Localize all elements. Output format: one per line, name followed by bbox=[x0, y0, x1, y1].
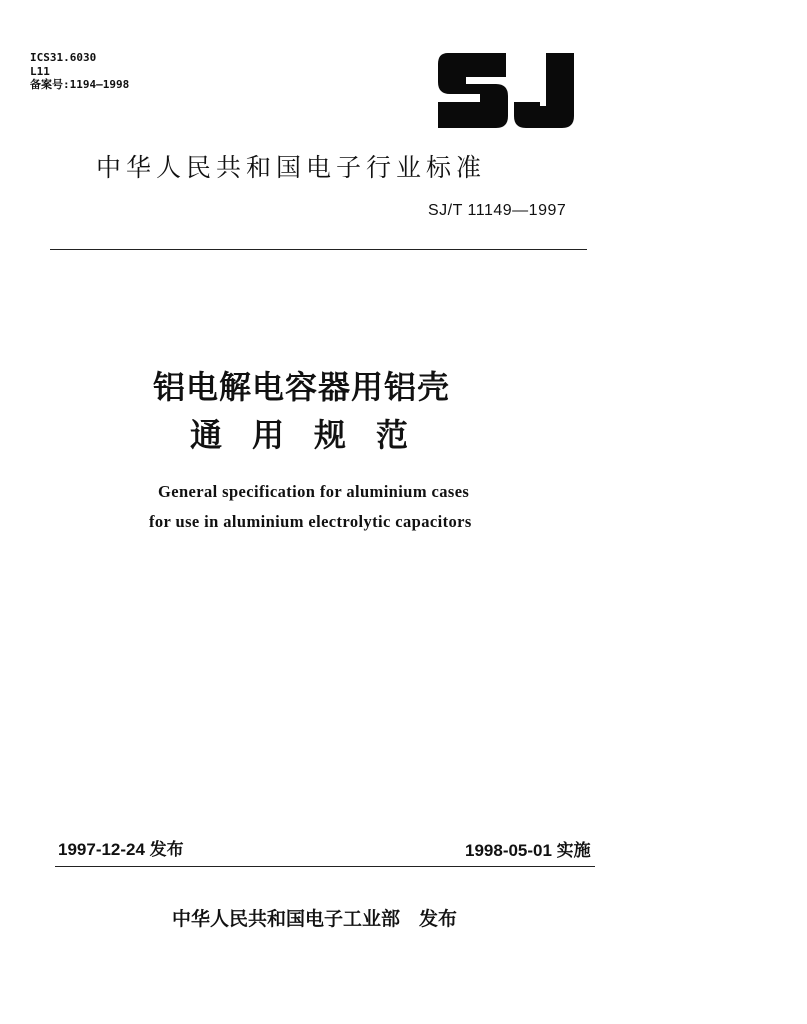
standard-category: 中华人民共和国电子行业标准 bbox=[96, 153, 487, 182]
standard-number: SJ/T 11149—1997 bbox=[428, 202, 567, 219]
record-number: 备案号:1194—1998 bbox=[30, 78, 130, 91]
sj-logo-j bbox=[514, 53, 574, 128]
issue-date: 1997-12-24 发布 bbox=[58, 840, 184, 859]
issuing-authority: 中华人民共和国电子工业部 发布 bbox=[172, 908, 458, 930]
ics-code: ICS31.6030 bbox=[30, 51, 97, 64]
footer-divider bbox=[55, 866, 595, 867]
title-english-line1: General specification for aluminium cases bbox=[158, 482, 470, 501]
title-english-line2: for use in aluminium electrolytic capacitors bbox=[149, 512, 472, 531]
effective-date: 1998-05-01 实施 bbox=[465, 841, 591, 860]
classification-code: L11 bbox=[30, 65, 50, 78]
title-chinese-line1: 铝电解电容器用铝壳 bbox=[153, 368, 451, 406]
sj-logo bbox=[434, 50, 584, 132]
header-divider bbox=[50, 249, 587, 250]
title-chinese-line2: 通用规范 bbox=[190, 416, 439, 454]
sj-logo-s bbox=[438, 53, 508, 128]
